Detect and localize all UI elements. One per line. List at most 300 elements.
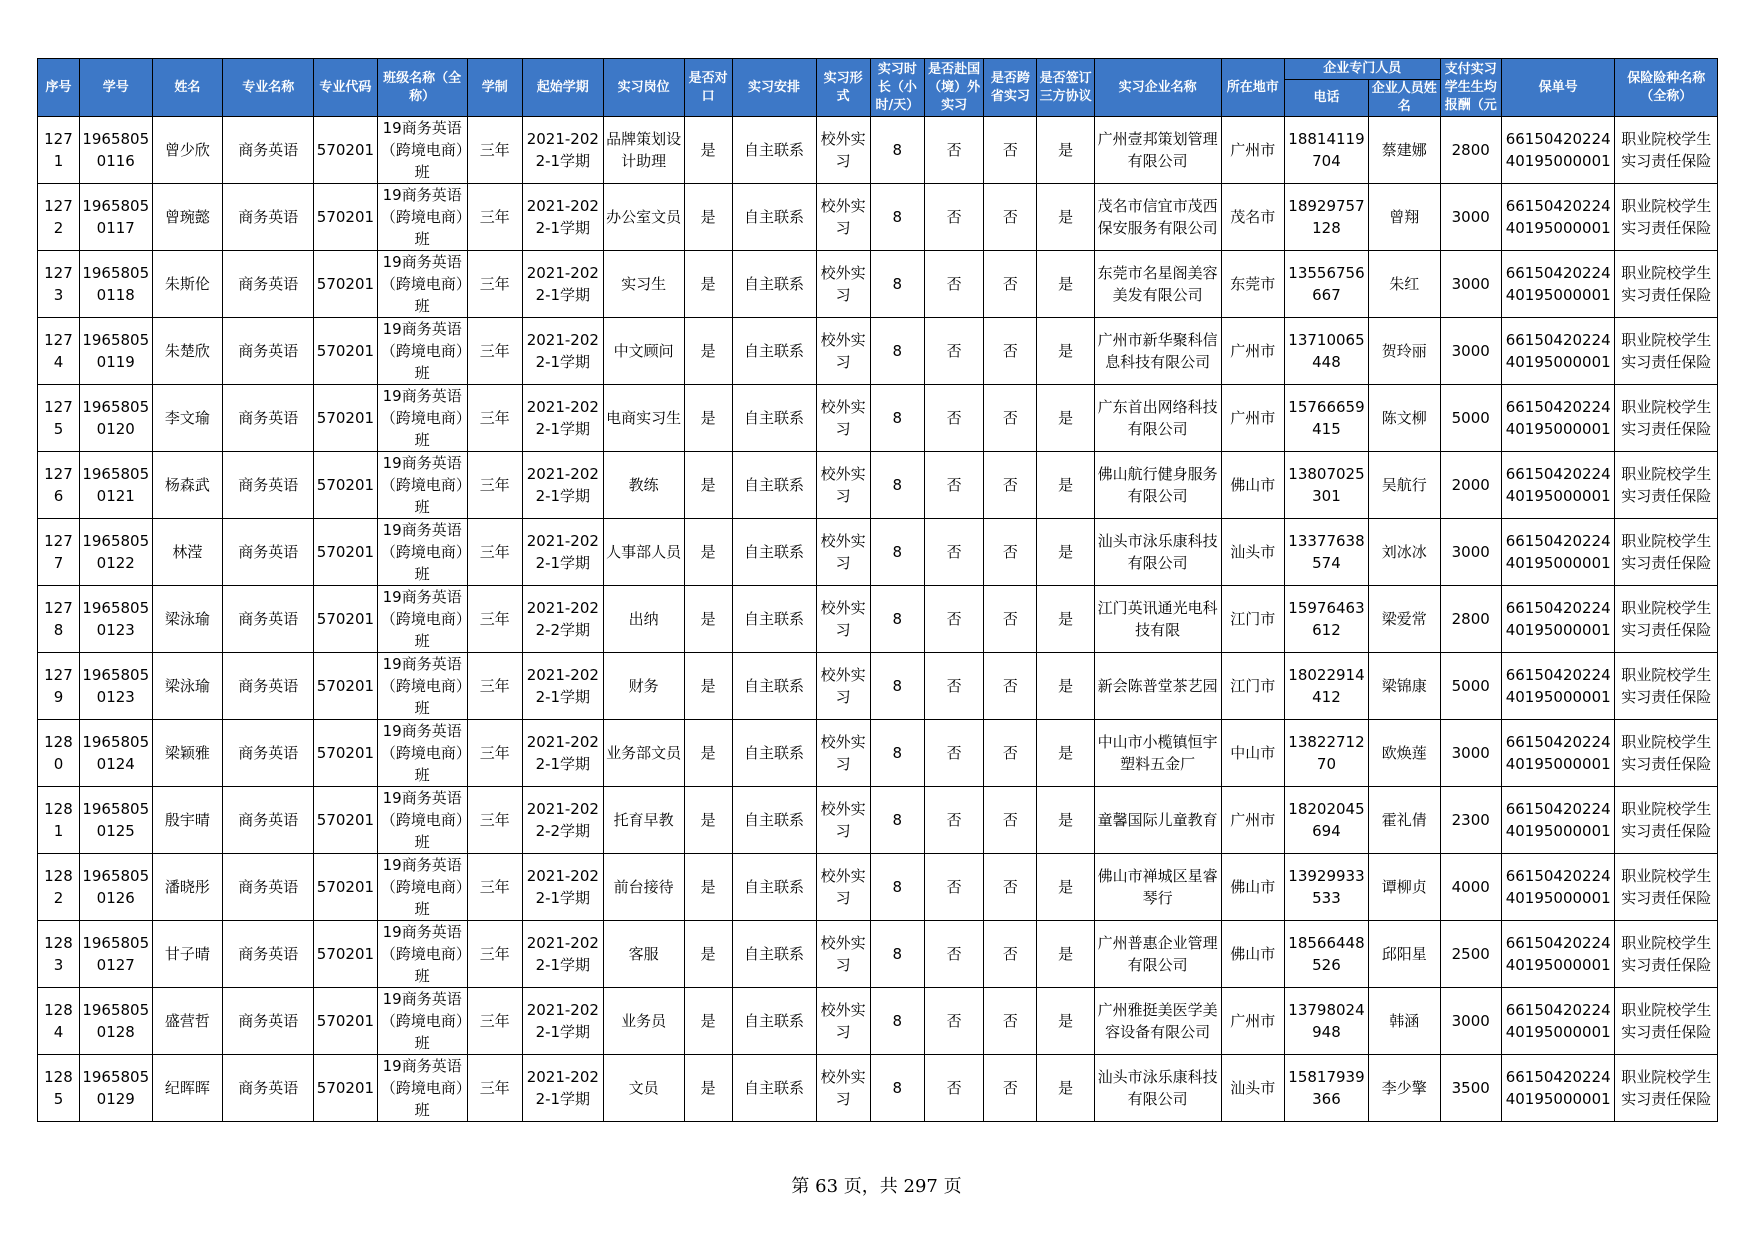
cell-tripartite [1037,184,1094,251]
cell-tripartite [1037,720,1094,787]
cell-insurance-text: 职业院校学生实习责任保险 [1621,1001,1712,1041]
cell-arrangement-text: 自主联系 [744,476,805,494]
cell-salary-text: 2800 [1451,141,1490,159]
cell-cross-province-text: 否 [1002,476,1018,494]
cell-arrangement-text: 自主联系 [744,275,805,293]
cell-insurance [1615,854,1718,921]
table-row [38,720,1718,787]
cell-salary [1440,1055,1501,1122]
cell-cross-province [984,653,1037,720]
cell-phone-text: 18566448526 [1288,934,1365,974]
cell-major-name-text: 商务英语 [238,945,299,963]
cell-matched [684,251,732,318]
cell-major-name-text: 商务英语 [238,141,299,159]
cell-matched-text: 是 [700,141,716,159]
cell-seq-text: 1271 [44,130,73,170]
cell-major-code [314,251,377,318]
cell-arrangement [732,184,816,251]
cell-hours [870,318,924,385]
cell-contact-name-text: 贺玲丽 [1381,342,1427,360]
cell-insurance-text: 职业院校学生实习责任保险 [1621,599,1712,639]
header-policy-no: 保单号 [1501,59,1615,117]
cell-city [1221,921,1284,988]
cell-arrangement [732,251,816,318]
cell-duration [467,519,522,586]
cell-major-code-text: 570201 [316,1079,375,1097]
table-header [38,59,1718,117]
cell-cross-province-text: 否 [1002,677,1018,695]
cell-policy-no [1501,117,1615,184]
cell-matched [684,452,732,519]
cell-tripartite-text: 是 [1058,543,1074,561]
table-row [38,586,1718,653]
cell-city-text: 广州市 [1230,811,1276,829]
cell-start-term-text: 2021-2022-1学期 [526,666,599,706]
cell-hours [870,921,924,988]
cell-arrangement [732,519,816,586]
cell-form [816,385,870,452]
cell-cross-province [984,988,1037,1055]
table-row [38,318,1718,385]
cell-tripartite-text: 是 [1058,141,1074,159]
cell-name [152,385,223,452]
cell-seq [38,251,80,318]
cell-cross-province-text: 否 [1002,275,1018,293]
cell-student-id [79,1055,152,1122]
cell-form [816,184,870,251]
cell-phone-text: 13929933533 [1288,867,1365,907]
header-major-code: 专业代码 [314,59,377,117]
cell-student-id-text: 19658050117 [82,197,150,237]
cell-matched [684,988,732,1055]
cell-major-name [223,184,314,251]
cell-student-id-text: 19658050128 [82,1001,150,1041]
cell-major-name [223,117,314,184]
cell-city-text: 广州市 [1230,1012,1276,1030]
cell-arrangement-text: 自主联系 [744,1079,805,1097]
cell-arrangement-text: 自主联系 [744,543,805,561]
cell-city-text: 东莞市 [1230,275,1276,293]
cell-duration-text: 三年 [479,1012,510,1030]
cell-major-code-text: 570201 [316,811,375,829]
cell-class-name-text: 19商务英语（跨境电商）班 [380,990,464,1052]
cell-abroad [924,653,983,720]
cell-contact-name-text: 陈文柳 [1381,409,1427,427]
cell-phone-text: 13807025301 [1288,465,1365,505]
cell-name-text: 梁泳瑜 [164,677,210,695]
cell-hours [870,854,924,921]
cell-class-name [377,988,467,1055]
cell-form-text: 校外实习 [820,197,866,237]
cell-company [1094,184,1221,251]
cell-start-term [522,854,603,921]
cell-student-id-text: 19658050129 [82,1068,150,1108]
cell-company [1094,921,1221,988]
cell-contact-name-text: 吴航行 [1381,476,1427,494]
cell-seq-text: 1272 [44,197,73,237]
cell-tripartite [1037,519,1094,586]
cell-policy-no-text: 6615042022440195000001 [1505,398,1611,438]
cell-contact-name [1368,586,1440,653]
cell-phone-text: 15976463612 [1288,599,1365,639]
header-company: 实习企业名称 [1094,59,1221,117]
cell-major-code-text: 570201 [316,945,375,963]
cell-matched-text: 是 [700,945,716,963]
cell-matched [684,720,732,787]
cell-hours-text: 8 [892,677,903,695]
cell-duration-text: 三年 [479,208,510,226]
cell-major-name-text: 商务英语 [238,342,299,360]
cell-contact-name [1368,452,1440,519]
cell-name-text: 杨森武 [164,476,210,494]
cell-start-term-text: 2021-2022-1学期 [526,465,599,505]
cell-policy-no [1501,720,1615,787]
cell-contact-name [1368,854,1440,921]
cell-form-text: 校外实习 [820,599,866,639]
cell-abroad-text: 否 [946,878,962,896]
cell-abroad-text: 否 [946,1012,962,1030]
cell-position [603,653,684,720]
cell-arrangement-text: 自主联系 [744,1012,805,1030]
cell-policy-no [1501,653,1615,720]
cell-city [1221,519,1284,586]
cell-form-text: 校外实习 [820,1001,866,1041]
cell-hours-text: 8 [892,208,903,226]
cell-class-name-text: 19商务英语（跨境电商）班 [380,119,464,181]
cell-duration [467,318,522,385]
header-cross-province: 是否跨省实习 [984,59,1037,117]
cell-arrangement-text: 自主联系 [744,677,805,695]
cell-position [603,787,684,854]
cell-student-id [79,988,152,1055]
cell-salary [1440,251,1501,318]
cell-arrangement [732,921,816,988]
cell-major-code [314,184,377,251]
cell-salary-text: 3000 [1451,342,1490,360]
internship-table-sheet [37,58,1718,1122]
table-row [38,117,1718,184]
cell-name [152,452,223,519]
cell-student-id-text: 19658050119 [82,331,150,371]
cell-tripartite [1037,1055,1094,1122]
cell-abroad [924,117,983,184]
cell-contact-name-text: 蔡建娜 [1381,141,1427,159]
cell-name [152,586,223,653]
cell-form-text: 校外实习 [820,934,866,974]
cell-phone [1285,385,1369,452]
cell-policy-no-text: 6615042022440195000001 [1505,1001,1611,1041]
cell-major-name [223,385,314,452]
cell-arrangement-text: 自主联系 [744,610,805,628]
cell-tripartite-text: 是 [1058,409,1074,427]
cell-cross-province-text: 否 [1002,1012,1018,1030]
header-contact-name: 企业人员姓名 [1368,80,1440,117]
cell-duration [467,251,522,318]
cell-hours [870,988,924,1055]
cell-phone-text: 15766659415 [1288,398,1365,438]
cell-hours [870,720,924,787]
cell-abroad [924,184,983,251]
cell-abroad [924,385,983,452]
cell-major-code-text: 570201 [316,878,375,896]
cell-phone [1285,452,1369,519]
cell-abroad [924,988,983,1055]
cell-arrangement-text: 自主联系 [744,744,805,762]
cell-arrangement-text: 自主联系 [744,811,805,829]
cell-hours-text: 8 [892,878,903,896]
cell-name [152,1055,223,1122]
cell-start-term-text: 2021-2022-1学期 [526,1068,599,1108]
cell-form-text: 校外实习 [820,1068,866,1108]
cell-cross-province-text: 否 [1002,811,1018,829]
cell-policy-no [1501,586,1615,653]
cell-start-term [522,117,603,184]
cell-insurance-text: 职业院校学生实习责任保险 [1621,465,1712,505]
header-class-name: 班级名称（全称） [377,59,467,117]
cell-phone-text: 18814119704 [1288,130,1365,170]
cell-major-code [314,586,377,653]
cell-phone [1285,184,1369,251]
cell-hours-text: 8 [892,945,903,963]
cell-hours-text: 8 [892,275,903,293]
cell-company-text: 佛山航行健身服务有限公司 [1097,465,1218,505]
header-city: 所在地市 [1221,59,1284,117]
cell-company [1094,385,1221,452]
cell-contact-name [1368,787,1440,854]
cell-seq [38,921,80,988]
cell-seq-text: 1283 [44,934,73,974]
cell-city-text: 广州市 [1230,409,1276,427]
cell-company [1094,988,1221,1055]
cell-major-code-text: 570201 [316,610,375,628]
cell-name [152,117,223,184]
cell-name-text: 朱斯伦 [164,275,210,293]
cell-company-text: 广州市新华聚科信息科技有限公司 [1097,331,1218,371]
cell-abroad [924,1055,983,1122]
cell-tripartite-text: 是 [1058,208,1074,226]
cell-policy-no-text: 6615042022440195000001 [1505,264,1611,304]
cell-tripartite [1037,787,1094,854]
cell-policy-no [1501,854,1615,921]
cell-phone-text: 13710065448 [1288,331,1365,371]
cell-name-text: 梁颖雅 [164,744,210,762]
cell-insurance-text: 职业院校学生实习责任保险 [1621,733,1712,773]
cell-company [1094,720,1221,787]
cell-duration [467,586,522,653]
cell-duration [467,921,522,988]
cell-major-code-text: 570201 [316,208,375,226]
cell-tripartite [1037,653,1094,720]
cell-insurance-text: 职业院校学生实习责任保险 [1621,331,1712,371]
cell-start-term [522,921,603,988]
cell-policy-no-text: 6615042022440195000001 [1505,197,1611,237]
cell-city [1221,1055,1284,1122]
cell-duration [467,653,522,720]
cell-insurance [1615,184,1718,251]
cell-student-id [79,385,152,452]
cell-major-name-text: 商务英语 [238,811,299,829]
cell-company-text: 新会陈普堂茶艺园 [1097,677,1218,695]
cell-start-term [522,184,603,251]
cell-name-text: 曾琬懿 [164,208,210,226]
cell-student-id-text: 19658050123 [82,666,150,706]
cell-city-text: 佛山市 [1230,476,1276,494]
cell-city-text: 汕头市 [1230,1079,1276,1097]
cell-form-text: 校外实习 [820,733,866,773]
cell-major-name [223,318,314,385]
cell-start-term-text: 2021-2022-1学期 [526,331,599,371]
cell-hours-text: 8 [892,141,903,159]
header-major-name: 专业名称 [223,59,314,117]
cell-city-text: 广州市 [1230,342,1276,360]
cell-arrangement-text: 自主联系 [744,878,805,896]
cell-duration-text: 三年 [479,1079,510,1097]
cell-duration [467,854,522,921]
cell-class-name [377,653,467,720]
cell-cross-province-text: 否 [1002,744,1018,762]
cell-abroad [924,452,983,519]
cell-tripartite-text: 是 [1058,275,1074,293]
cell-insurance-text: 职业院校学生实习责任保险 [1621,934,1712,974]
cell-student-id [79,921,152,988]
cell-phone-text: 18022914412 [1288,666,1365,706]
cell-form-text: 校外实习 [820,465,866,505]
cell-position [603,921,684,988]
cell-company [1094,586,1221,653]
cell-start-term [522,519,603,586]
cell-matched-text: 是 [700,342,716,360]
cell-start-term [522,452,603,519]
cell-salary-text: 5000 [1451,409,1490,427]
cell-start-term [522,720,603,787]
cell-seq-text: 1285 [44,1068,73,1108]
cell-matched-text: 是 [700,208,716,226]
cell-hours [870,117,924,184]
cell-policy-no-text: 6615042022440195000001 [1505,532,1611,572]
cell-student-id-text: 19658050124 [82,733,150,773]
cell-policy-no [1501,385,1615,452]
cell-major-name [223,251,314,318]
cell-duration-text: 三年 [479,476,510,494]
cell-start-term-text: 2021-2022-1学期 [526,934,599,974]
cell-seq-text: 1284 [44,1001,73,1041]
cell-insurance [1615,653,1718,720]
cell-major-name-text: 商务英语 [238,1079,299,1097]
cell-policy-no-text: 6615042022440195000001 [1505,599,1611,639]
cell-major-name [223,519,314,586]
cell-policy-no-text: 6615042022440195000001 [1505,800,1611,840]
cell-hours-text: 8 [892,476,903,494]
cell-class-name [377,921,467,988]
cell-phone [1285,117,1369,184]
cell-seq [38,184,80,251]
cell-position [603,854,684,921]
cell-matched-text: 是 [700,1012,716,1030]
cell-tripartite-text: 是 [1058,811,1074,829]
cell-major-name [223,921,314,988]
cell-seq [38,385,80,452]
cell-position-text: 文员 [628,1079,659,1097]
cell-arrangement [732,385,816,452]
cell-seq [38,452,80,519]
cell-major-name-text: 商务英语 [238,208,299,226]
cell-major-code [314,519,377,586]
cell-salary [1440,452,1501,519]
cell-cross-province-text: 否 [1002,409,1018,427]
cell-cross-province [984,1055,1037,1122]
cell-phone [1285,519,1369,586]
cell-city-text: 佛山市 [1230,878,1276,896]
cell-cross-province [984,787,1037,854]
cell-abroad-text: 否 [946,476,962,494]
cell-matched [684,519,732,586]
cell-cross-province-text: 否 [1002,208,1018,226]
cell-name [152,787,223,854]
cell-insurance-text: 职业院校学生实习责任保险 [1621,398,1712,438]
cell-position-text: 中文顾问 [613,342,674,360]
cell-start-term-text: 2021-2022-1学期 [526,130,599,170]
cell-form-text: 校外实习 [820,867,866,907]
cell-insurance-text: 职业院校学生实习责任保险 [1621,1068,1712,1108]
cell-company-text: 广东首出网络科技有限公司 [1097,398,1218,438]
cell-tripartite [1037,117,1094,184]
cell-city [1221,318,1284,385]
cell-student-id-text: 19658050123 [82,599,150,639]
table-row [38,452,1718,519]
cell-student-id [79,452,152,519]
cell-major-name-text: 商务英语 [238,677,299,695]
cell-company-text: 广州雅挺美医学美容设备有限公司 [1097,1001,1218,1041]
cell-arrangement-text: 自主联系 [744,141,805,159]
cell-student-id [79,318,152,385]
cell-abroad [924,519,983,586]
cell-position [603,720,684,787]
cell-position [603,519,684,586]
cell-major-name [223,586,314,653]
cell-seq-text: 1281 [44,800,73,840]
cell-insurance [1615,117,1718,184]
cell-major-code [314,1055,377,1122]
cell-abroad-text: 否 [946,275,962,293]
cell-major-name [223,653,314,720]
cell-contact-name [1368,653,1440,720]
cell-duration-text: 三年 [479,878,510,896]
cell-student-id [79,854,152,921]
cell-cross-province [984,452,1037,519]
cell-hours-text: 8 [892,1079,903,1097]
cell-company [1094,787,1221,854]
cell-matched-text: 是 [700,1079,716,1097]
cell-policy-no [1501,988,1615,1055]
cell-name-text: 林滢 [172,543,203,561]
cell-duration [467,1055,522,1122]
cell-salary [1440,921,1501,988]
cell-company [1094,854,1221,921]
cell-name-text: 李文瑜 [164,409,210,427]
cell-hours [870,586,924,653]
cell-contact-name [1368,184,1440,251]
cell-contact-name [1368,385,1440,452]
cell-phone [1285,1055,1369,1122]
cell-salary-text: 3000 [1451,208,1490,226]
cell-company-text: 江门英讯通光电科技有限 [1097,599,1218,639]
cell-matched-text: 是 [700,677,716,695]
cell-contact-name-text: 霍礼倩 [1381,811,1427,829]
cell-contact-name-text: 邱阳星 [1381,945,1427,963]
cell-student-id [79,251,152,318]
cell-class-name-text: 19商务英语（跨境电商）班 [380,789,464,851]
cell-form-text: 校外实习 [820,666,866,706]
